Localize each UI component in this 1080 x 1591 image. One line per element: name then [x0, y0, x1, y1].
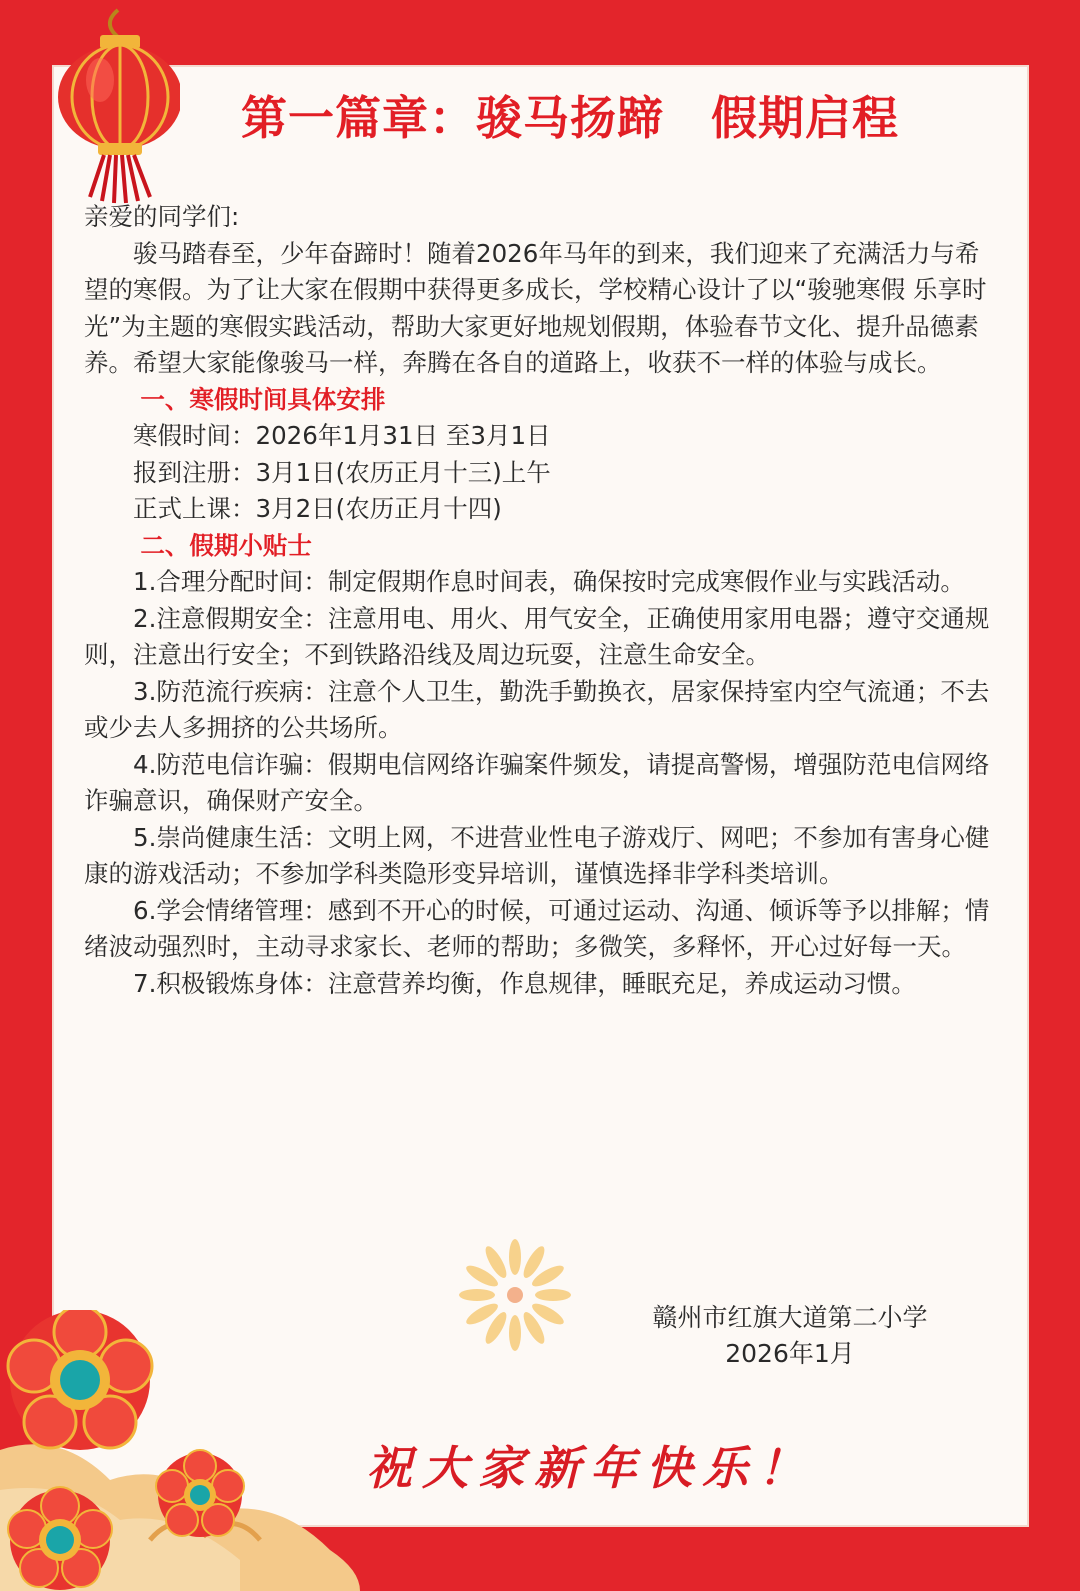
section-heading-schedule: 一、寒假时间具体安排	[140, 384, 386, 414]
schedule-line: 寒假时间：2026年1月31日 至3月1日	[133, 421, 551, 450]
lantern-icon	[30, 5, 180, 205]
tip-item: 2.注意假期安全：注意用电、用火、用气安全，正确使用家用电器；遵守交通规则，注意出行安全；不到铁路沿线及周边玩耍，注意生命安全。	[84, 603, 990, 669]
firework-icon	[455, 1235, 575, 1355]
signature-block	[600, 1300, 980, 1372]
new-year-greeting: 祝大家新年快乐！	[366, 1441, 814, 1495]
tip-item: 4.防范电信诈骗：假期电信网络诈骗案件频发，请提高警惕，增强防范电信网络诈骗意识，确保财产安全。	[84, 749, 990, 815]
schedule-line: 报到注册：3月1日(农历正月十三)上午	[133, 457, 551, 487]
section-heading-tips: 二、假期小贴士	[140, 530, 312, 560]
schedule-line: 正式上课：3月2日(农历正月十四)	[133, 494, 502, 523]
letter-body	[84, 199, 999, 1002]
salutation: 亲爱的同学们:	[84, 202, 240, 231]
intro-paragraph: 骏马踏春至，少年奋蹄时！随着2026年马年的到来，我们迎来了充满活力与希望的寒假。为了让大家在假期中获得更多成长，学校精心设计了以“骏驰寒假 乐享时光”为主题的寒假实践活动，帮助大家更好地规划假期，体验春节文化、提升品德素养。希望大家能像骏马一样，奔腾在各自的道路上，收获不一样的体验与成长。	[84, 238, 987, 377]
page-title: 第一篇章：骏马扬蹄 假期启程	[241, 91, 899, 145]
tip-item: 6.学会情绪管理：感到不开心的时候，可通过运动、沟通、倾诉等予以排解；情绪波动强烈时，主动寻求家长、老师的帮助；多微笑，多释怀，开心过好每一天。	[84, 895, 990, 961]
tip-item: 3.防范流行疾病：注意个人卫生，勤洗手勤换衣，居家保持室内空气流通；不去或少去人多拥挤的公共场所。	[84, 676, 990, 742]
signature-date: 2026年1月	[725, 1339, 855, 1368]
tip-item: 1.合理分配时间：制定假期作息时间表，确保按时完成寒假作业与实践活动。	[133, 567, 965, 596]
school-name: 赣州市红旗大道第二小学	[652, 1303, 928, 1332]
auspicious-cloud-icon	[0, 1310, 360, 1591]
tip-item: 7.积极锻炼身体：注意营养均衡，作息规律，睡眠充足，养成运动习惯。	[133, 968, 916, 998]
tip-item: 5.崇尚健康生活：文明上网，不进营业性电子游戏厅、网吧；不参加有害身心健康的游戏活动；不参加学科类隐形变异培训，谨慎选择非学科类培训。	[84, 822, 990, 888]
